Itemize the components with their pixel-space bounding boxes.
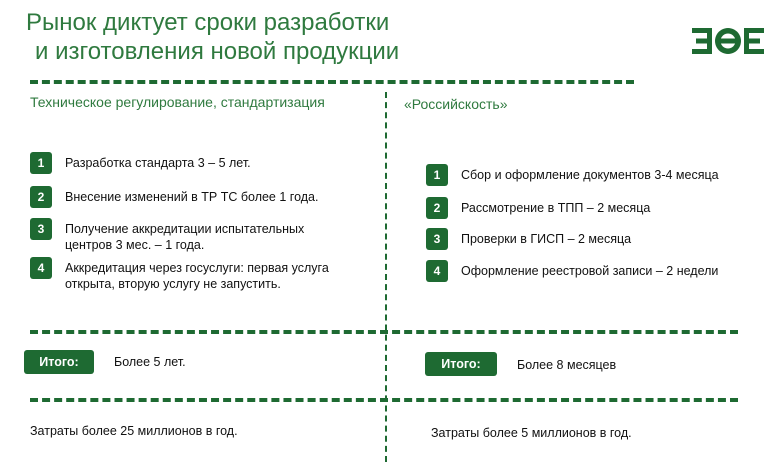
number-badge: 4	[30, 257, 52, 279]
column-divider	[385, 92, 387, 462]
left-list-item-2	[30, 186, 318, 208]
left-heading: Техническое регулирование, стандартизация	[30, 94, 325, 110]
right-list-item-2	[426, 197, 650, 219]
eoe-logo-icon	[692, 28, 764, 54]
item-text: Оформление реестровой записи – 2 недели	[461, 264, 719, 278]
item-text: Рассмотрение в ТПП – 2 месяца	[461, 201, 651, 215]
right-total-value: Более 8 месяцев	[517, 358, 617, 372]
right-list-item-1	[426, 164, 719, 186]
right-list-item-4	[426, 260, 718, 282]
left-cost: Затраты более 25 миллионов в год.	[30, 424, 238, 438]
number-badge: 3	[426, 228, 448, 250]
item-text: Получение аккредитации испытательных центров 3 мес. – 1 года.	[65, 222, 305, 252]
item-text: Сбор и оформление документов 3-4 месяца	[461, 168, 719, 182]
page-title	[26, 8, 399, 66]
number-badge: 1	[426, 164, 448, 186]
number-badge: 1	[30, 152, 52, 174]
right-cost: Затраты более 5 миллионов в год.	[431, 426, 632, 440]
totals-top-divider	[30, 330, 738, 334]
right-list-item-3	[426, 228, 631, 250]
left-list-item-4	[30, 257, 329, 292]
item-text: Разработка стандарта 3 – 5 лет.	[65, 156, 251, 170]
number-badge: 3	[30, 218, 52, 240]
left-list-item-1	[30, 152, 251, 174]
totals-bottom-divider	[30, 398, 738, 402]
item-text: Аккредитация через госуслуги: первая услуга открыта, вторую услугу не запустить.	[65, 261, 329, 291]
title-line-1: Рынок диктует сроки разработки	[26, 9, 390, 36]
title-line-2: и изготовления новой продукции	[35, 38, 400, 65]
top-divider	[30, 80, 634, 84]
number-badge: 4	[426, 260, 448, 282]
item-text: Проверки в ГИСП – 2 месяца	[461, 232, 632, 246]
left-total-badge: Итого:	[24, 350, 94, 374]
left-total-value: Более 5 лет.	[114, 355, 186, 369]
number-badge: 2	[30, 186, 52, 208]
number-badge: 2	[426, 197, 448, 219]
left-list-item-3	[30, 218, 304, 253]
item-text: Внесение изменений в ТР ТС более 1 года.	[65, 190, 319, 204]
right-total-badge: Итого:	[425, 352, 497, 376]
right-heading: «Российскость»	[404, 96, 508, 112]
